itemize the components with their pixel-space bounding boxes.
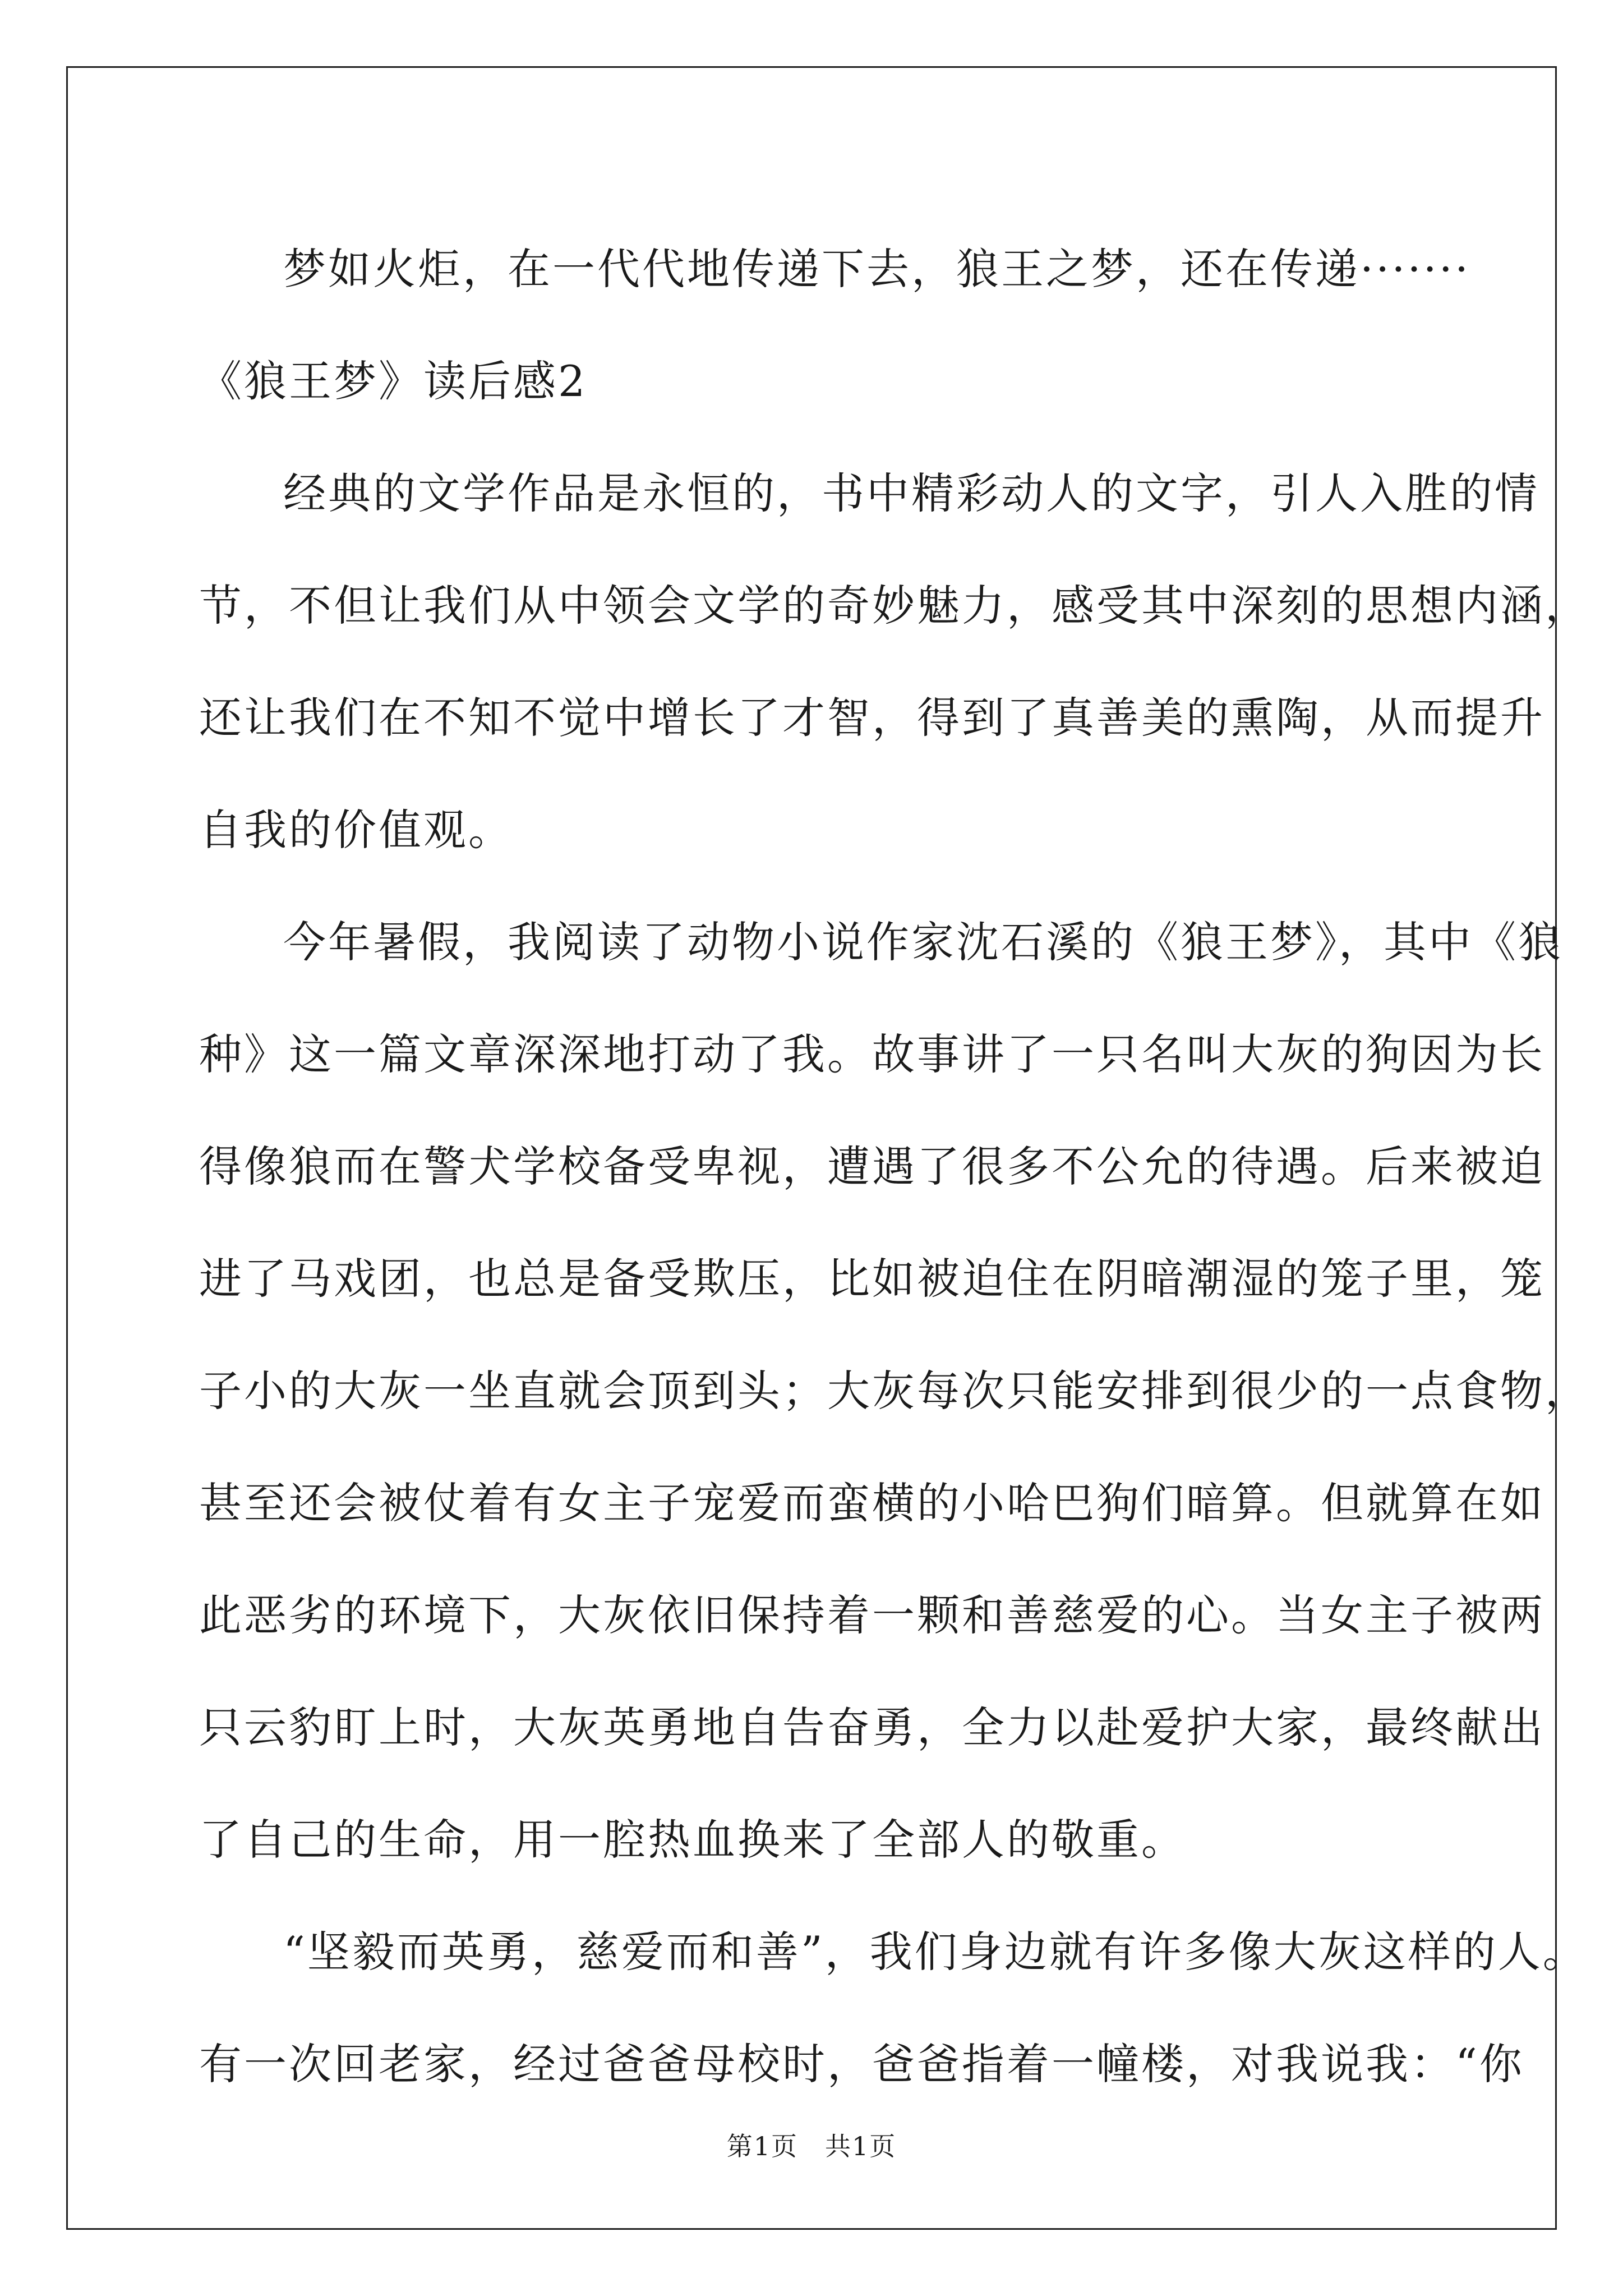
- section-title: 《狼王梦》读后感2: [199, 356, 588, 406]
- text-line: 了自己的生命，用一腔热血换来了全部人的敬重。: [199, 1815, 1186, 1865]
- document-body: [199, 213, 1590, 2120]
- text-line: 种》这一篇文章深深地打动了我。故事讲了一只名叫大灰的狗因为长: [199, 1029, 1545, 1079]
- text-line: 经典的文学作品是永恒的，书中精彩动人的文字，引人入胜的情: [283, 468, 1539, 518]
- text-line: 此恶劣的环境下，大灰依旧保持着一颗和善慈爱的心。当女主子被两: [199, 1590, 1545, 1640]
- text-line: 只云豹盯上时，大灰英勇地自告奋勇，全力以赴爱护大家，最终献出: [199, 1703, 1545, 1752]
- text-line: 今年暑假，我阅读了动物小说作家沈石溪的《狼王梦》，其中《狼: [283, 917, 1563, 967]
- text-line: 节，不但让我们从中领会文学的奇妙魅力，感受其中深刻的思想内涵，: [199, 581, 1590, 631]
- text-line: 梦如火炬，在一代代地传递下去，狼王之梦，还在传递·······: [283, 244, 1471, 294]
- text-line: 自我的价值观。: [199, 805, 513, 855]
- text-line: 还让我们在不知不觉中增长了才智，得到了真善美的熏陶，从而提升: [199, 693, 1545, 743]
- text-line: 子小的大灰一坐直就会顶到头；大灰每次只能安排到很少的一点食物，: [199, 1366, 1590, 1416]
- text-line: 进了马戏团，也总是备受欺压，比如被迫住在阴暗潮湿的笼子里，笼: [199, 1254, 1545, 1304]
- text-line: “坚毅而英勇，慈爱而和善”，我们身边就有许多像大灰这样的人。: [283, 1927, 1588, 1977]
- text-line: 甚至还会被仗着有女主子宠爱而蛮横的小哈巴狗们暗算。但就算在如: [199, 1478, 1545, 1528]
- text-line: 有一次回老家，经过爸爸母校时，爸爸指着一幢楼，对我说我：“你: [199, 2039, 1524, 2089]
- page-number-footer: 第1页 共1页: [726, 2131, 897, 2161]
- text-line: 得像狼而在警犬学校备受卑视，遭遇了很多不公允的待遇。后来被迫: [199, 1142, 1545, 1191]
